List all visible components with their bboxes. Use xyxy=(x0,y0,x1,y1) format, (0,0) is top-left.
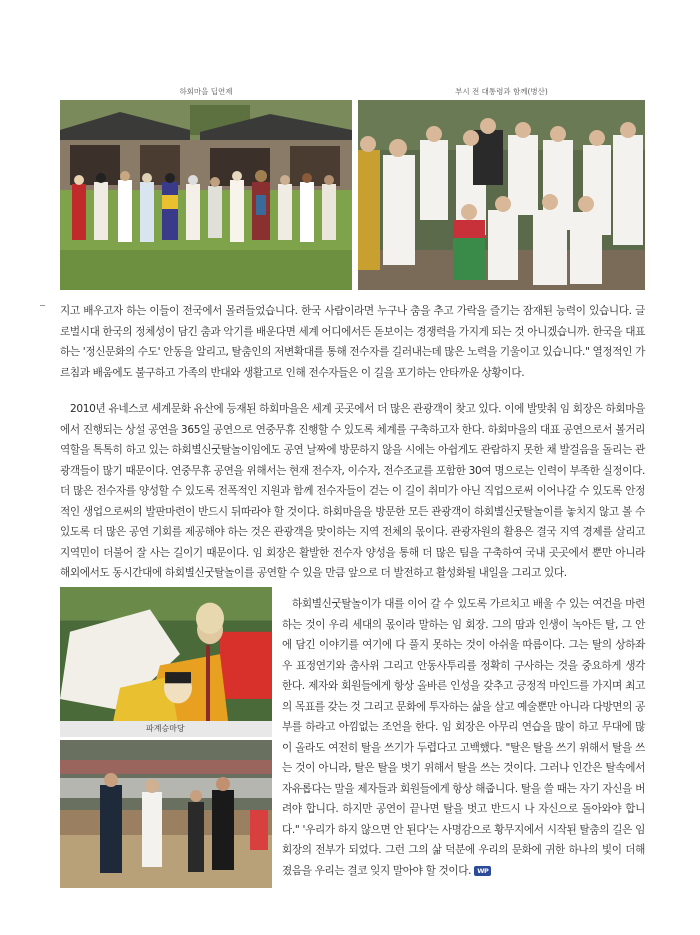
article-paragraph-2: 2010년 유네스코 세계문화 유산에 등재된 하회마을은 세계 곳곳에서 더 많은 관광객이 찾고 있다. 이에 발맞춰 임 회장은 하회마을에서 진행되는 상설 공연을 365일 공연으로 연중무휴 진행할 수 있도록 체계를 구축하고자 한다. 하회마을의 대표 공연으로서 볼거리 역할을 톡톡히 하고 있는 하회별신굿탈놀이임에도 공연 날짜에 방문하지 않을 시에는 아쉽게도 관람하지 못한 채 발걸음을 돌리는 관광객들이 많기 때문이다. 연중무휴 공연을 위해서는 현재 전수자, 이수자, 전수조교를 포함한 30여 명으로는 인력이 부족한 실정이다. 더 많은 전수자를 양성할 수 있도록 전폭적인 지원과 함께 전수자들이 걷는 이 길이 취미가 아닌 직업으로써 이어나갈 수 있도록 안정적인 생업으로써의 발판마련이 반드시 뒤따라야 할 것이다. 하회마을을 방문한 모든 관광객이 하회별신굿탈놀이를 놓치지 않고 볼 수 있도록 더 많은 공연 기회를 제공해야 하는 것은 관광객을 맞이하는 지역 전체의 몫이다. 관광자원의 활용은 결국 지역 경제를 살리고 지역민이 더불어 잘 사는 길이기 때문이다. 임 회장은 활발한 전수자 양성을 통해 더 많은 팀을 구축하여 국내 곳곳에서 뿐만 아니라 해외에서도 동시간대에 하회별신굿탈놀이를 공연할 수 있을 만큼 앞으로 더 발전하고 활성화될 내일을 그리고 있다. xyxy=(60,403,645,579)
article-paragraph-1: 지고 배우고자 하는 이들이 전국에서 몰려들었습니다. 한국 사람이라면 누구나 춤을 추고 가락을 즐기는 잠재된 능력이 있습니다. 글로벌시대 한국의 정체성이 담긴 춤과 악기를 배운다면 세계 어디에서든 돋보이는 경쟁력을 가지게 되는 것 아니겠습니까. 한국을 대표하는 '정신문화의 수도' 안동을 알리고, 탈춤인의 저변확대를 통해 전수자를 길러내는데 많은 노력을 기울이고 있습니다." 열정적인 가르침과 배움에도 불구하고 가족의 반대와 생활고로 인해 전수자들은 이 길을 포기하는 안타까운 상황이다. xyxy=(60,305,646,379)
article-paragraph-3-text: 하회별신굿탈놀이가 대를 이어 갈 수 있도록 가르치고 배울 수 있는 여건을 마련하는 것이 우리 세대의 몫이라 말하는 임 회장. 그의 땀과 인생이 녹아든 탈, 그 안에 담긴 이야기를 여기에 다 풀지 못하는 것이 아쉬울 따름이다. 그는 탈의 상하좌우 표정연기와 춤사위 그리고 안동사투리를 정확히 구사하는 것을 중요하게 생각한다. 제자와 회원들에게 항상 올바른 인성을 갖추고 긍정적 마인드를 가지며 최고의 목표를 갖는 것 그리고 문화에 투자하는 삶을 살고 예술뿐만 아니라 다방면의 공부를 하라고 아낌없는 조언을 한다. 임 회장은 아무리 연습을 많이 하고 무대에 많이 올라도 여전히 탈을 쓰기가 두렵다고 고백했다. "탈은 탈을 쓰기 위해서 탈을 쓰는 것이 아니라, 탈은 탈을 벗기 위해서 탈을 쓰는 것이다. 그러나 인간은 탈속에서 자유롭다는 말을 제자들과 회원들에게 항상 해줍니다. 탈을 쓸 때는 자기 자신을 버려야 합니다. 하지만 공연이 끝나면 탈을 벗고 반드시 나 자신으로 돌아와야 합니다." '우리가 하지 않으면 안 된다'는 사명감으로 황무지에서 시작된 탈춤의 길은 임 회장의 전부가 되었다. 그런 그의 삶 덕분에 우리의 문화에 귀한 하나의 빛이 더해졌음을 우리는 결코 잊지 말아야 할 것이다. xyxy=(282,598,645,877)
margin-mark xyxy=(40,305,45,306)
photo-teaching-crowd xyxy=(60,740,272,888)
article-paragraph-3 xyxy=(282,594,645,881)
photo-village-performance xyxy=(60,100,352,290)
end-of-article-badge: WP xyxy=(474,866,491,876)
photo-label-monk-dance: 파계승마당 xyxy=(60,721,272,737)
photo-caption-top-right: 부시 전 대통령과 함께(병산) xyxy=(455,87,548,96)
photo-caption-top-left: 하회마을 딥연제 xyxy=(179,87,233,96)
photo-group-with-president xyxy=(358,100,645,290)
photo-monk-dance xyxy=(60,587,272,737)
